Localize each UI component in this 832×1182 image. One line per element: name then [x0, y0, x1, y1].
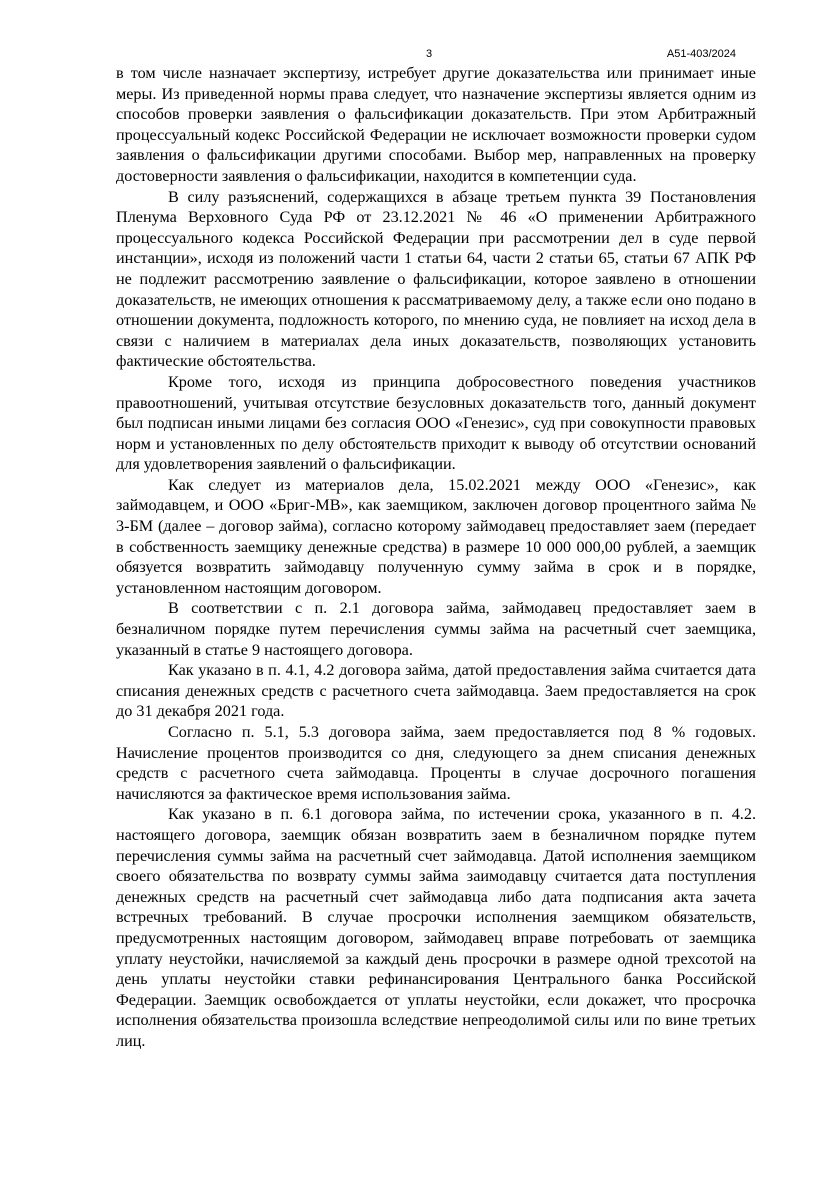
- document-body: [116, 63, 756, 1052]
- paragraph-clause-6-1: Как указано в п. 6.1 договора займа, по истечении срока, указанного в п. 4.2. настоящего договора, заемщик обязан возвратить заем в безналичном порядке путем перечисления суммы займа на расчетный счет займодавца. Датой исполнения заемщиком своего обязательства по возврату суммы займа заимодавцу считается дата поступления денежных средств на расчетный счет займодавца либо дата подписания акта зачета встречных требований. В случае просрочки исполнения заемщиком обязательств, предусмотренных настоящим договором, займодавец вправе потребовать от заемщика уплату неустойки, начисляемой за каждый день просрочки в размере одной трехсотой на день уплаты неустойки ставки рефинансирования Центрального банка Российской Федерации. Заемщик освобождается от уплаты неустойки, если докажет, что просрочка исполнения обязательства произошла вследствие непреодолимой силы или по вине третьих лиц.: [116, 805, 756, 1050]
- paragraph-continuation: в том числе назначает экспертизу, истребует другие доказательства или принимает иные меры. Из приведенной нормы права следует, что назначение экспертизы является одним из способов проверки заявления о фальсификации доказательств. При этом Арбитражный процессуальный кодекс Российской Федерации не исключает возможности проверки судом заявления о фальсификации другими способами. Выбор мер, направленных на проверку достоверности заявления о фальсификации, находится в компетенции суда.: [116, 64, 756, 185]
- paragraph-good-faith: Кроме того, исходя из принципа добросовестного поведения участников правоотношений, учитывая отсутствие безусловных доказательств того, данный документ был подписан иными лицами без согласия ООО «Генезис», суд при совокупности правовых норм и установленных по делу обстоятельств приходит к выводу об отсутствии оснований для удовлетворения заявлений о фальсификации.: [116, 372, 756, 474]
- case-number: А51-403/2024: [666, 48, 736, 60]
- paragraph-clause-5: Согласно п. 5.1, 5.3 договора займа, заем предоставляется под 8 % годовых. Начисление процентов производится со дня, следующего за днем списания денежных средств с расчетного счета займодавца. Проценты в случае досрочного погашения начисляются за фактическое время использования займа.: [116, 723, 756, 803]
- paragraph-clause-2-1: В соответствии с п. 2.1 договора займа, займодавец предоставляет заем в безналичном порядке путем перечисления суммы займа на расчетный счет заемщика, указанный в статье 9 настоящего договора.: [116, 599, 756, 659]
- paragraph-clause-4: Как указано в п. 4.1, 4.2 договора займа, датой предоставления займа считается дата списания денежных средств с расчетного счета займодавца. Заем предоставляется на срок до 31 декабря 2021 года.: [116, 661, 756, 721]
- paragraph-loan-agreement: Как следует из материалов дела, 15.02.2021 между ООО «Генезис», как займодавцем, и ООО «Бриг-МВ», как заемщиком, заключен договор процентного займа № 3-БМ (далее – договор займа), согласно которому займодавец предоставляет заем (передает в собственность заемщику денежные средства) в размере 10 000 000,00 рублей, а заемщик обязуется возвратить займодавцу полученную сумму займа в срок и в порядке, установленном настоящим договором.: [116, 475, 756, 597]
- paragraph-plenum-clarification: В силу разъяснений, содержащихся в абзаце третьем пункта 39 Постановления Пленума Верховного Суда РФ от 23.12.2021 № 46 «О применении Арбитражного процессуального кодекса Российской Федерации при рассмотрении дел в суде первой инстанции», исходя из положений части 1 статьи 64, части 2 статьи 65, статьи 67 АПК РФ не подлежит рассмотрению заявление о фальсификации, которое заявлено в отношении доказательств, не имеющих отношения к рассматриваемому делу, а также если оно подано в отношении документа, подложность которого, по мнению суда, не повлияет на исход дела в связи с наличием в материалах дела иных доказательств, позволяющих установить фактические обстоятельства.: [116, 187, 756, 371]
- page-number: 3: [426, 48, 433, 60]
